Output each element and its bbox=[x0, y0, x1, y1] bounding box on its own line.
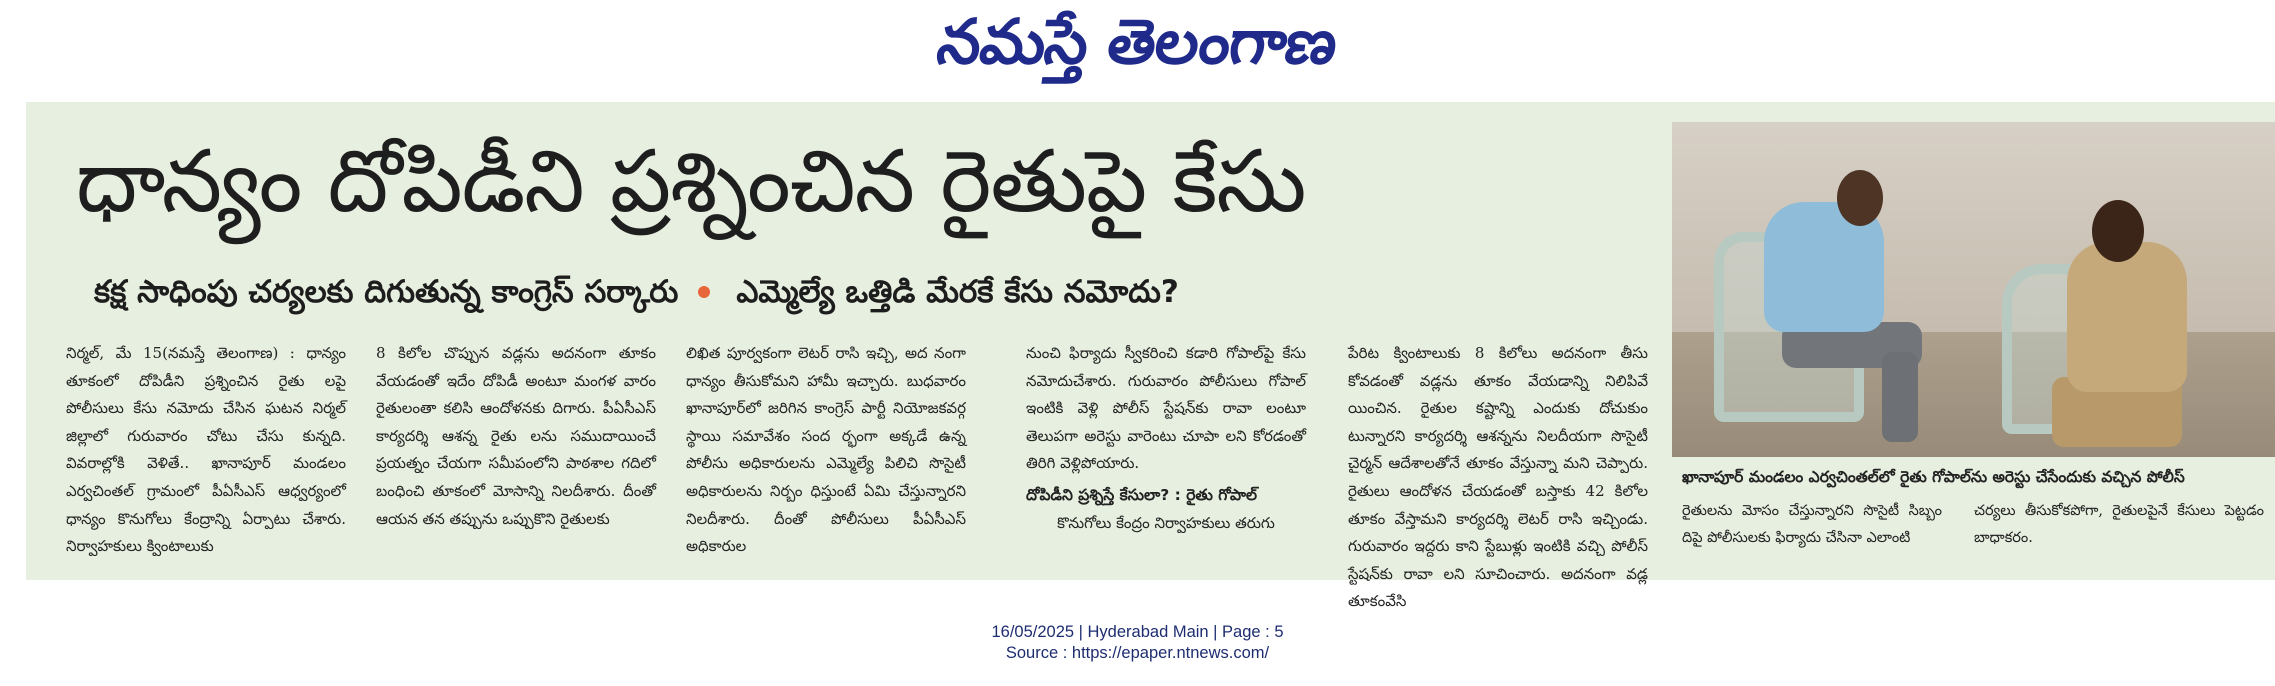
deck-left: కక్ష సాధింపు చర్యలకు దిగుతున్న కాంగ్రెస్ సర్కారు bbox=[94, 274, 679, 310]
caption-column-2: చర్యలు తీసుకోకపోగా, రైతులపైనే కేసులు పెట్టడం బాధాకరం. bbox=[1974, 503, 2264, 546]
page-footer bbox=[0, 622, 2275, 664]
news-article bbox=[26, 102, 2275, 611]
footer-source: Source : https://epaper.ntnews.com/ bbox=[1005, 644, 1270, 662]
article-column-1: నిర్మల్, మే 15(నమస్తే తెలంగాణ) : ధాన్యం తూకంలో దోపిడీని ప్రశ్నించిన రైతు లపై పోలీసులు కేసు నమోదు చేసిన ఘటన నిర్మల్ జిల్లాలో గురువారం చోటు చేసు కున్నది. వివరాల్లోకి వెళితే.. ఖానాపూర్ మండలం ఎర్వచింతల్ గ్రామంలో పీఏసీఎస్ ఆధ్వర్యంలో ధాన్యం కొనుగోలు కేంద్రాన్ని ఏర్పాటు చేశారు. నిర్వాహకులు క్వింటాలుకు bbox=[66, 344, 346, 556]
subhead-text: కొనుగోలు కేంద్రం నిర్వాహకులు తరుగు bbox=[1057, 513, 1275, 532]
photo-caption: ఖానాపూర్ మండలం ఎర్వచింతల్‌లో రైతు గోపాల్‌ను అరెస్టు చేసేందుకు వచ్చిన పోలీస్ bbox=[1682, 468, 2185, 486]
article-column-4: నుంచి ఫిర్యాదు స్వీకరించి కడారి గోపాల్‌పై కేసు నమోదుచేశారు. గురువారం పోలీసులు గోపాల్ ఇంటికి వెళ్లి పోలీస్ స్టేషన్‌కు రావా లంటూ తెలుపగా అరెస్టు వారెంటు చూపా లని కోరడంతో తిరిగి వెళ్లిపోయారు. దోపిడీని ప్రశ్నిస్తే కేసులా? : రైతు గోపాల్ కొనుగోలు కేంద్రం నిర్వాహకులు తరుగు bbox=[1026, 340, 1306, 537]
newspaper-logo: నమస్తే తెలంగాణ bbox=[933, 5, 1342, 78]
article-column-2: 8 కిలోల చొప్పున వడ్లను అదనంగా తూకం వేయడంతో ఇదేం దోపిడీ అంటూ మంగళ వారం రైతులంతా కలిసి ఆందోళనకు దిగారు. పీఏసీఎస్ కార్యదర్శి ఆశన్న రైతు లను సముదాయించే ప్రయత్నం చేయగా సమీపంలోని పాఠశాల గదిలో బంధించి తూకంలో మోసాన్ని నిలదీశారు. దీంతో ఆయన తన తప్పును ఒప్పుకొని రైతులకు bbox=[376, 344, 656, 528]
article-column-5: పేరిట క్వింటాలుకు 8 కిలోలు అదనంగా తీసు కోవడంతో వడ్లను తూకం వేయడాన్ని నిలిపివే యించిన. రైతుల కష్టాన్ని ఎందుకు దోచుకుం టున్నారని కార్యదర్శి ఆశన్నను నిలదీయగా సొసైటీ చైర్మన్ ఆదేశాలతోనే తూకం వేస్తున్నా మని చెప్పారు. రైతులు ఆందోళన చేయడంతో బస్తాకు 42 కిలోల తూకం వేస్తామని కార్యదర్శి లెటర్ రాసి ఇచ్చిండు. గురువారం ఇద్దరు కాని స్టేబుళ్లు ఇంటికి వచ్చి పోలీస్ స్టేషన్‌కు రావా లని సూచించారు. అదనంగా వడ్ల తూకంవేసి bbox=[1348, 344, 1648, 611]
article-subhead: దోపిడీని ప్రశ్నిస్తే కేసులా? : రైతు గోపాల్ bbox=[1026, 485, 1257, 504]
article-column-3: లిఖిత పూర్వకంగా లెటర్ రాసి ఇచ్చి, అద నంగా ధాన్యం తీసుకోమని హామీ ఇచ్చారు. బుధవారం ఖానాపూర్‌లో జరిగిన కాంగ్రెస్ పార్టీ నియోజకవర్గ స్థాయి సమావేశం సంద ర్భంగా అక్కడే ఉన్న పోలీసు అధికారులను ఎమ్మెల్యే పిలిచి సొసైటీ అధికారులను నిర్బం ధిస్తుంటే ఏమి చేస్తున్నారని నిలదీశారు. దీంతో పోలీసులు పీఏసీఎస్ అధికారుల bbox=[686, 344, 966, 556]
masthead bbox=[0, 0, 2275, 100]
article-headline: ధాన్యం దోపిడీని ప్రశ్నించిన రైతుపై కేసు bbox=[76, 132, 1306, 232]
footer-edition-info: 16/05/2025 | Hyderabad Main | Page : 5 bbox=[991, 623, 1284, 641]
article-photo bbox=[1672, 122, 2275, 460]
caption-column-1: రైతులను మోసం చేస్తున్నారని సొసైటీ సిబ్బం దిపై పోలీసులకు ఫిర్యాదు చేసినా ఎలాంటి bbox=[1682, 503, 1942, 546]
deck-right: ఎమ్మెల్యే ఒత్తిడి మేరకే కేసు నమోదు? bbox=[736, 274, 1179, 310]
police-figure bbox=[2067, 242, 2187, 392]
article-deck bbox=[94, 272, 1179, 312]
bullet-dot-icon bbox=[698, 286, 710, 298]
